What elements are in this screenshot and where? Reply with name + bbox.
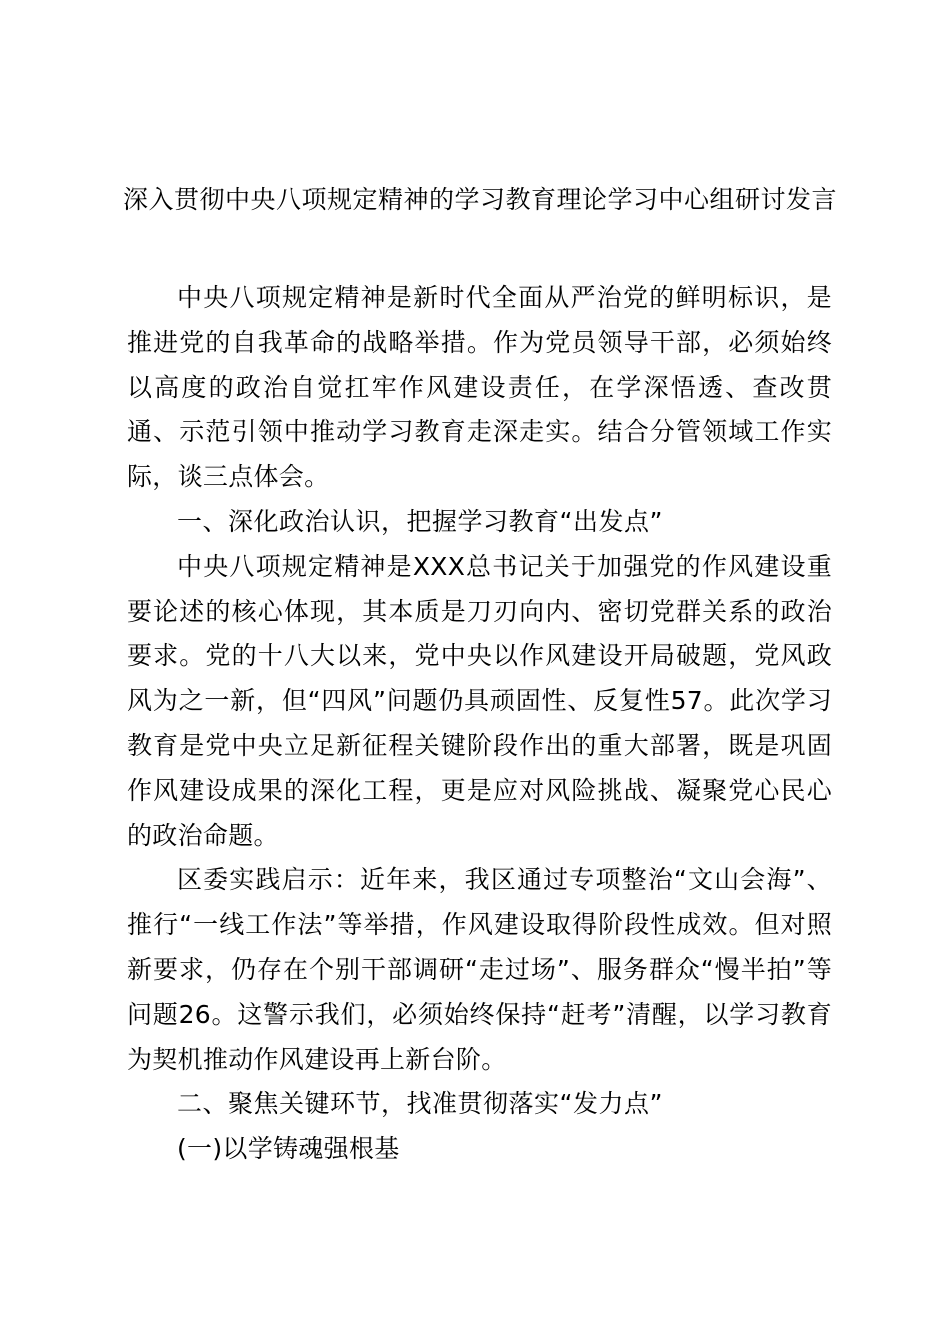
section-1-paragraph-1: 中央八项规定精神是XXX总书记关于加强党的作风建设重要论述的核心体现，其本质是刀刃向内、密切党群关系的政治要求。党的十八大以来，党中央以作风建设开局破题，党风政风为之一新，但“四风”问题仍具顽固性、反复性57。此次学习教育是党中央立足新征程关键阶段作出的重大部署，既是巩固作风建设成果的深化工程，更是应对风险挑战、凝聚党心民心的政治命题。 <box>127 551 832 850</box>
document-body <box>127 276 832 1172</box>
intro-paragraph: 中央八项规定精神是新时代全面从严治党的鲜明标识，是推进党的自我革命的战略举措。作为党员领导干部，必须始终以高度的政治自觉扛牢作风建设责任，在学深悟透、查改贯通、示范引领中推动学习教育走深走实。结合分管领域工作实际，谈三点体会。 <box>127 283 832 492</box>
section-1-paragraph-2: 区委实践启示：近年来，我区通过专项整治“文山会海”、推行“一线工作法”等举措，作风建设取得阶段性成效。但对照新要求，仍存在个别干部调研“走过场”、服务群众“慢半拍”等问题26。这警示我们，必须始终保持“赶考”清醒，以学习教育为契机推动作风建设再上新台阶。 <box>127 865 832 1074</box>
section-heading-2: 二、聚焦关键环节，找准贯彻落实“发力点” <box>177 1089 663 1119</box>
section-heading-1: 一、深化政治认识，把握学习教育“出发点” <box>177 506 663 536</box>
subsection-heading-1: (一)以学铸魂强根基 <box>177 1134 400 1164</box>
document-title: 深入贯彻中央八项规定精神的学习教育理论学习中心组研讨发言 <box>122 185 837 214</box>
